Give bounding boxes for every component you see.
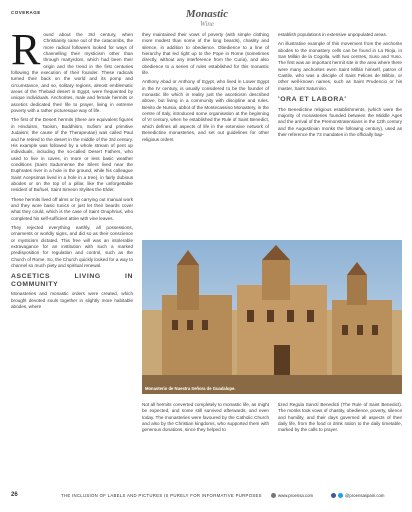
article-column-1 — [11, 25, 133, 313]
article-column-2-bottom — [142, 402, 269, 437]
article-paragraph: Not all hermits converted completely to monastic life, as might be expected, and some still survived afterwards, and even today. The monasteries were favoured by the Catholic Church and also by the Christian kingdoms, who supported them with generous donations, since they helped to — [142, 402, 269, 433]
article-paragraph: The first of the Desert hermits (there are equivalent figures in Hinduism, Taoism, Buddhism, Sufism and primitive Judaism; the cause of the Therapeutae) was called Paul and he retired to the desert in the middle of the 3rd century. His example was followed by a whole stream of pent up individuals, including the so-called Desert Fathers, who used to live in caves, in more or less basic weather conditions (Saint Sadurnense the Silent lived near the Euphrates river in a hole in the ground, while his colleague Saint Acepsimas lived in a hole in a tree), in fairly dubious abodes or on the top of a pillar, like the unforgettable resident of Buñuel, Saint Simeon Stylites the Elder. — [11, 117, 133, 193]
page-number: 26 — [11, 492, 18, 498]
article-column-3-bottom — [278, 402, 402, 437]
article-column-3 — [278, 32, 402, 141]
article-paragraph: establish populations in extensive unpopulated areas. — [278, 32, 388, 37]
page-footer — [11, 491, 402, 501]
article-column-2 — [142, 32, 269, 146]
social-links[interactable]: @proensaspain.com — [331, 493, 384, 498]
article-paragraph: tized Regula Sancti Benedicti (The Rule of Saint Benedict). The monks took vows of chastity, obedience, poverty, silence and humility, and their days governed all aspects of their daily life, from the food or drink ration to the daily timetable, marked by the calls to prayer. — [278, 402, 402, 433]
subheading: 'ORA ET LABORA' — [278, 96, 347, 104]
disclaimer-text: THE INCLUSION OF LABELS AND PICTURES IS PURELY FOR INFORMATIVE PURPOSES — [61, 493, 262, 498]
article-paragraph: they maintained their vows of poverty (with simple clothing more modest than some of the long beards), chastity and silence, in addition to obedience. Obedience to a line of hierarchy that led right up to the Pope in Rome (sometimes directly, without any interference from the Curia), and also obedience to a series of rules established for this monastic life. — [142, 32, 269, 76]
drop-cap: R — [11, 25, 41, 74]
monastery-illustration — [142, 240, 402, 394]
article-paragraph: They rejected everything earthly, all possessions, ornaments or worldly signs, and did so as their conscience or mysticism dictated. This free will was an intolerable extravagance for an institution with such a marked predisposition for regulation and control, such as the Church of Rome. So, the Church quickly looked for a way to channel so much piety and spiritual renewal. — [11, 224, 133, 269]
monastery-photo — [142, 240, 402, 394]
subheading: ASCETICS LIVING IN COMMUNITY — [11, 273, 133, 288]
article-paragraph: Monasteries and monastic orders were created, which brought devoted souls together in slightly more habitable abodes, where — [11, 291, 133, 310]
logo-sub-text: Wine — [200, 20, 214, 28]
article-paragraph: Anthony Abad or Anthony of Egypt, who lived in Lower Egypt in the IV century, is usually considered to be the founder of monastic life which in reality just the asceticism described above, but living in a community with discipline and rules. Benito de Nursia, abbot of the Montecassino Monastery, in the centre of Italy, introduced some organisation at the beginning of VI century, when he established the Rule of Saint Benedict, which defines all aspects of life in the extensive network of Benedictine monasteries, and set out guidelines for other religious orders — [142, 79, 269, 142]
twitter-icon — [338, 493, 343, 498]
facebook-icon — [331, 493, 336, 498]
article-paragraph: Round about the 3rd century, when Christianity came out of the catacombs, the more radical followers looked for ways of channelling their mysticism other than through martyrdom, which had been their origin and the trend in the first centuries following the execution of their founder. These radicals turned their back on the world and its pomp and circumstance, and so, solitary regions, almost emblematic areas of the Thebaid desert in Egypt, were frequented by unique individuals. Anchorites, male and female hermits or ascetics dedicated their life to prayer, living in extreme poverty with a rather picturesque way of life. — [11, 25, 133, 114]
article-paragraph: An illustrative example of this movement from the anchorite abodes to the monastery cells can be found in La Rioja, in San Millán de la Cogolla, with two centres, Suso and Yuso. The first was an important hermit site in the area where there were many anchorites even Saint Millán himself, patron of Castile, who was a disciple of Saint Felices de Bilibio, or other well-known names, such as Saint Prudencio or his master, Saint Saturnino. — [278, 41, 402, 91]
photo-caption: Monasterio de Nuestra Señora de Guadalupe. — [145, 386, 236, 391]
article-paragraph: The Benedictine religious establishments, (which were the majority of monasteries founded between the Middle Ages and the arrival of the Premonstratensians in the 12th century and the Augustinian monks the following century), used as their reference the 73 mandates in the officially bap- — [278, 106, 402, 137]
section-label: COVERAGE — [11, 10, 41, 15]
logo-main-text: Monastic — [185, 8, 229, 20]
globe-icon — [271, 493, 276, 498]
article-paragraph: These hermits lived off alms or by carrying out manual work and they wore basic tunics or just let their beards cover what they could, which is the case of Saint Onuphrius, who completed his self-sufficient attire with vine leaves. — [11, 196, 133, 221]
website-link[interactable]: www.proensa.com — [271, 493, 313, 498]
